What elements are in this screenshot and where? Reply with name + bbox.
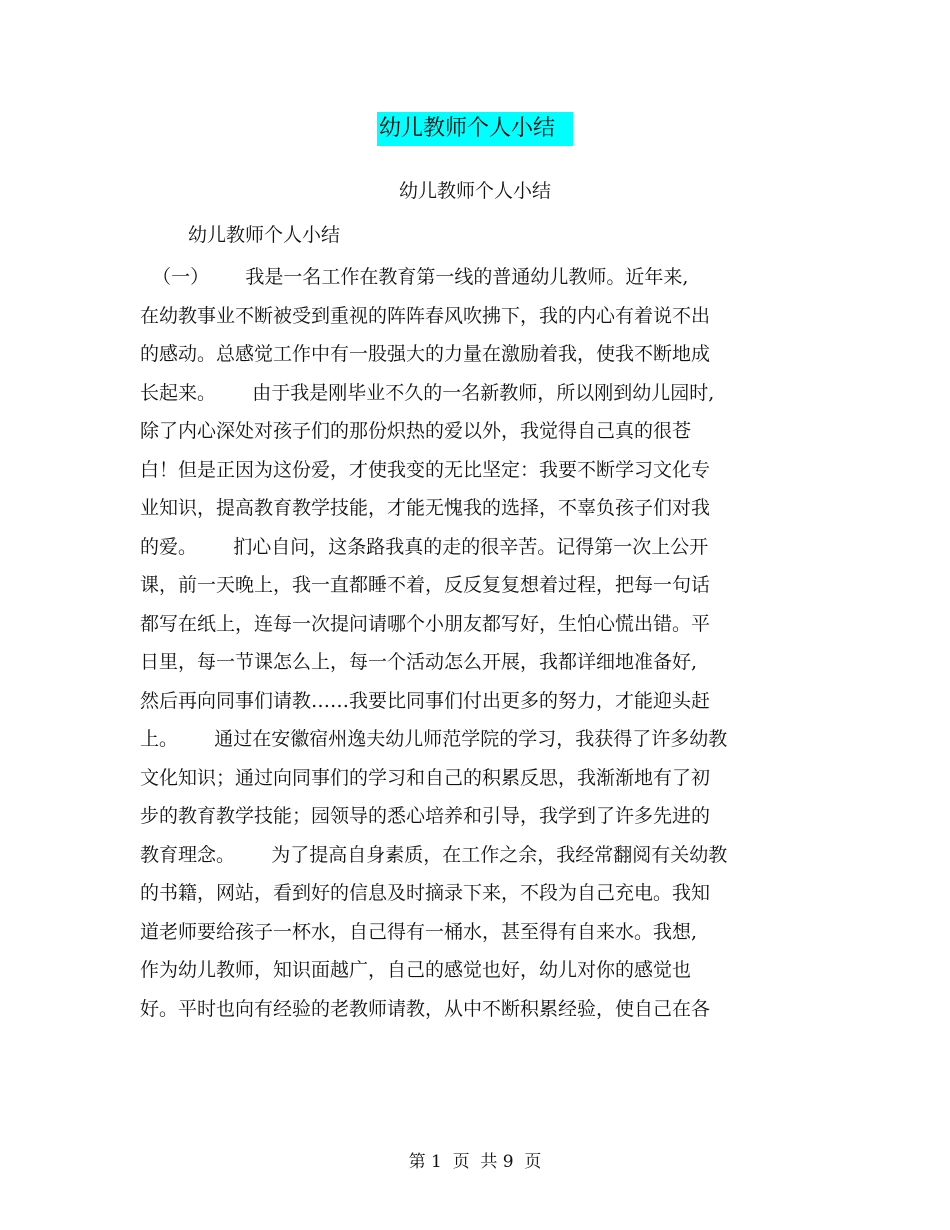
body-line: 长起来。 由于我是刚毕业不久的一名新教师，所以刚到幼儿园时, xyxy=(140,381,715,404)
body-line: 白！但是正因为这份爱，才使我变的无比坚定：我要不断学习文化专 xyxy=(140,458,711,481)
body-text xyxy=(140,262,780,1032)
body-line: 好。平时也向有经验的老教师请教，从中不断积累经验，使自己在各 xyxy=(140,997,711,1020)
body-line: 作为幼儿教师，知识面越广，自己的感觉也好，幼儿对你的感觉也 xyxy=(140,959,692,981)
body-line: 文化知识；通过向同事们的学习和自己的积累反思，我渐渐地有了初 xyxy=(140,766,711,789)
body-line: 除了内心深处对孩子们的那份炽热的爱以外，我觉得自己真的很苍 xyxy=(140,420,692,442)
body-line: 课，前一天晚上，我一直都睡不着，反反复复想着过程，把每一句话 xyxy=(140,574,711,596)
body-line: 教育理念。 为了提高自身素质，在工作之余，我经常翻阅有关幼教 xyxy=(140,843,728,866)
body-line: 的爱。 扪心自问，这条路我真的走的很辛苦。记得第一次上公开 xyxy=(140,535,709,558)
section-heading: 幼儿教师个人小结 xyxy=(188,224,341,246)
document-subtitle: 幼儿教师个人小结 xyxy=(398,180,551,202)
body-line: 道老师要给孩子一杯水，自己得有一桶水，甚至得有自来水。我想, xyxy=(140,920,698,943)
body-line: 的书籍，网站，看到好的信息及时摘录下来，不段为自己充电。我知 xyxy=(140,882,711,904)
document-title: 幼儿教师个人小结 xyxy=(377,112,573,146)
body-line: 的感动。总感觉工作中有一股强大的力量在激励着我，使我不断地成 xyxy=(140,343,711,365)
body-line: 都写在纸上，连每一次提问请哪个小朋友都写好，生怕心慌出错。平 xyxy=(140,612,711,635)
body-line: 然后再向同事们请教……我要比同事们付出更多的努力，才能迎头赶 xyxy=(140,689,711,712)
title-container xyxy=(0,112,950,146)
body-line: 上。 通过在安徽宿州逸夫幼儿师范学院的学习，我获得了许多幼教 xyxy=(140,728,728,750)
body-line: （一） 我是一名工作在教育第一线的普通幼儿教师。近年来, xyxy=(140,266,689,288)
body-line: 日里，每一节课怎么上，每一个活动怎么开展，我都详细地准备好, xyxy=(140,651,698,673)
body-line: 业知识，提高教育教学技能，才能无愧我的选择，不辜负孩子们对我 xyxy=(140,497,711,519)
body-line: 在幼教事业不断被受到重视的阵阵春风吹拂下，我的内心有着说不出 xyxy=(140,304,711,327)
body-line: 步的教育教学技能；园领导的悉心培养和引导，我学到了许多先进的 xyxy=(140,805,711,827)
page-footer: 第 1 页 共 9 页 xyxy=(408,1152,542,1172)
